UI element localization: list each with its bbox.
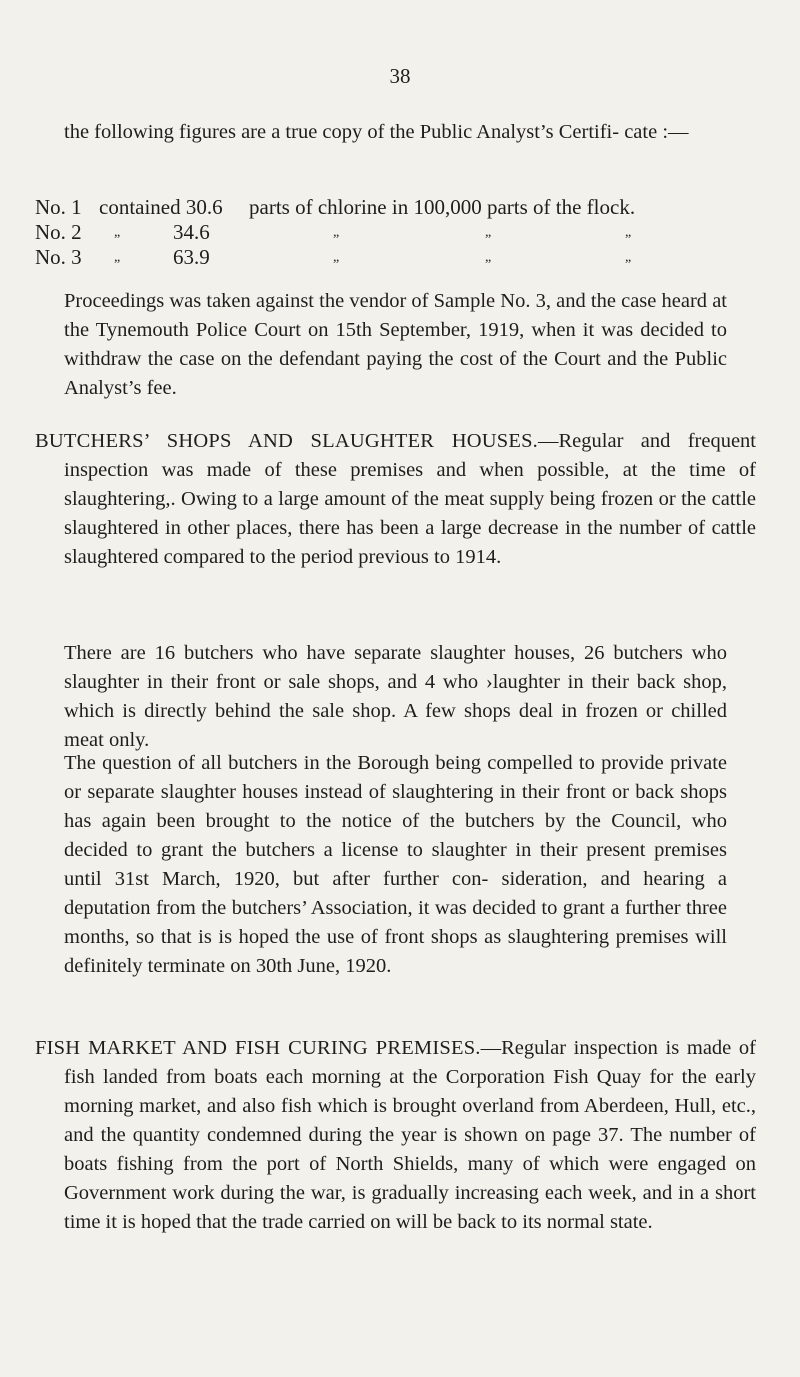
- sample-label: No. 3: [35, 245, 82, 269]
- sample-description: parts of chlorine in 100,000 parts of the flock.: [249, 195, 636, 219]
- fish-market-section: [35, 1034, 756, 1237]
- sample-label: No. 2: [35, 220, 82, 244]
- sample-value: 34.6: [173, 220, 210, 244]
- council-question-paragraph: The question of all butchers in the Borough being compelled to provide private or separate slaughter houses instead of slaughtering in their front or back shops has again been brought to the notice of the butchers by the Council, who decided to grant the butchers a license to slaughter in their present premises until 31st March, 1920, but after further con- sideration, and hearing a deputation from the butchers’ Association, it was decided to grant a further three months, so that is is hoped the use of front shops as slaughtering premises will definitely terminate on 30th June, 1920.: [64, 752, 727, 977]
- figure-row: [35, 245, 725, 270]
- proceedings-paragraph: Proceedings was taken against the vendor of Sample No. 3, and the case heard at the Tynemouth Police Court on 15th September, 1919, when it was decided to withdraw the case on the defendant paying the cost of the Court and the Public Analyst’s fee.: [64, 290, 727, 399]
- ditto-mark: „: [114, 250, 121, 265]
- ditto-mark: „: [333, 225, 340, 240]
- figure-row: [35, 195, 725, 220]
- ditto-mark: „: [485, 250, 492, 265]
- ditto-mark: „: [625, 250, 632, 265]
- section-heading: BUTCHERS’ SHOPS AND SLAUGHTER HOUSES.: [35, 430, 538, 452]
- section-heading: FISH MARKET AND FISH CURING PREMISES.: [35, 1037, 481, 1059]
- butchers-section: [35, 427, 756, 572]
- ditto-mark: „: [333, 250, 340, 265]
- sample-value: contained 30.6: [99, 195, 223, 219]
- ditto-mark: „: [114, 225, 121, 240]
- ditto-mark: „: [625, 225, 632, 240]
- analyst-figures: [35, 195, 725, 270]
- page-number: 38: [389, 64, 411, 88]
- slaughter-houses-paragraph: There are 16 butchers who have separate slaughter houses, 26 butchers who slaughter in their front or sale shops, and 4 who ›laughter in their back shop, which is directly behind the sale shop. A few shops deal in frozen or chilled meat only.: [64, 642, 727, 751]
- intro-paragraph: the following figures are a true copy of the Public Analyst’s Certifi- cate :—: [64, 121, 689, 143]
- section-body: —Regular inspection is made of fish landed from boats each morning at the Corporation Fish Quay for the early morning market, and also fish which is brought overland from Aberdeen, Hull, etc., and the quantity condemned during the year is shown on page 37. The number of boats fishing from the port of North Shields, many of which were engaged on Government work during the war, is gradually increasing each week, and in a short time it is hoped that the trade carried on will be back to its normal state.: [64, 1037, 756, 1233]
- sample-value: 63.9: [173, 245, 210, 269]
- ditto-mark: „: [485, 225, 492, 240]
- figure-row: [35, 220, 725, 245]
- section-body: —Regular and frequent inspection was made of these premises and when possible, at the time of slaughtering,. Owing to a large amount of the meat supply being frozen or the cattle slaughtered in other places, there has been a large decrease in the number of cattle slaughtered compared to the period previous to 1914.: [64, 430, 756, 568]
- sample-label: No. 1: [35, 195, 82, 219]
